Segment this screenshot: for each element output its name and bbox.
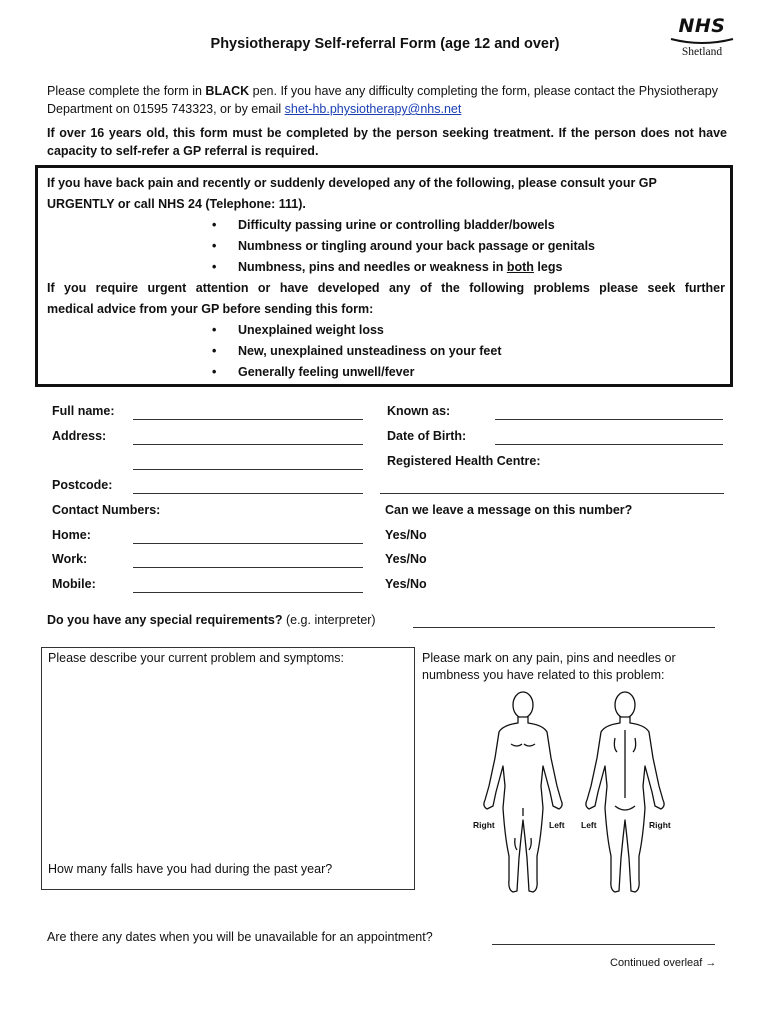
further-advice-line-2: medical advice from your GP before sending this form: [47,302,374,316]
back-left-label: Left [581,820,597,830]
special-requirements-question: Do you have any special requirements? (e.g. interpreter) [47,613,376,627]
urgent-bullet: • Numbness, pins and needles or weakness in both legs [212,260,563,274]
body-chart-instructions: Please mark on any pain, pins and needles or numbness you have related to this problem: [422,651,676,682]
work-phone-field[interactable] [133,567,363,568]
postcode-field[interactable] [133,493,363,494]
mobile-yes-no[interactable]: Yes/No [385,577,427,591]
work-phone-label: Work: [52,552,88,566]
back-body-figure-icon [586,692,664,892]
email-link[interactable]: shet-hb.physiotherapy@nhs.net [284,102,462,116]
advice-bullet: • Generally feeling unwell/fever [212,365,415,379]
body-chart[interactable] [465,688,687,900]
logo-text: NHS [678,15,726,37]
front-left-label: Left [549,820,565,830]
urgent-line-1: If you have back pain and recently or suddenly developed any of the following, please consult your GP [47,176,657,190]
form-title: Physiotherapy Self-referral Form (age 12 and over) [210,36,560,52]
mobile-phone-label: Mobile: [52,577,96,591]
address-label: Address: [52,429,107,443]
health-centre-label: Registered Health Centre: [387,454,541,468]
logo-swoosh-icon [669,36,735,46]
work-yes-no[interactable]: Yes/No [385,552,427,566]
known-as-label: Known as: [387,404,451,418]
problem-description-box[interactable] [41,647,415,890]
postcode-label: Postcode: [52,478,113,492]
nhs-shetland-logo [666,16,738,58]
home-yes-no[interactable]: Yes/No [385,528,427,542]
leave-message-label: Can we leave a message on this number? [385,503,633,517]
urgent-bullet: • Difficulty passing urine or controlling bladder/bowels [212,218,555,232]
home-phone-label: Home: [52,528,91,542]
continued-overleaf-note: Continued overleaf → [610,957,717,969]
known-as-field[interactable] [495,419,723,420]
front-body-figure-icon [484,692,562,892]
front-right-label: Right [473,820,495,830]
full-name-field[interactable] [133,419,363,420]
further-advice-line-1: If you require urgent attention or have developed any of the following problems please seek further [47,281,725,295]
address-field-line-1[interactable] [133,444,363,445]
dob-field[interactable] [495,444,723,445]
full-name-label: Full name: [52,404,115,418]
logo-subtext: Shetland [681,46,723,58]
contact-numbers-label: Contact Numbers: [52,503,161,517]
special-requirements-field[interactable] [413,627,715,628]
back-right-label: Right [649,820,671,830]
health-centre-field[interactable] [380,493,724,494]
advice-bullet: • Unexplained weight loss [212,323,384,337]
unavailable-dates-question: Are there any dates when you will be unavailable for an appointment? [47,930,433,944]
mobile-phone-field[interactable] [133,592,363,593]
advice-bullet: • New, unexplained unsteadiness on your feet [212,344,502,358]
intro-paragraph: Please complete the form in BLACK pen. If you have any difficulty completing the form, please contact the Physiotherapy Department on 01595 743323, or by email shet-hb.physiotherapy@nhs.net [47,84,718,116]
falls-question: How many falls have you had during the past year? [48,862,333,876]
unavailable-dates-field[interactable] [492,944,715,945]
home-phone-field[interactable] [133,543,363,544]
address-field-line-2[interactable] [133,469,363,470]
dob-label: Date of Birth: [387,429,467,443]
describe-problem-label: Please describe your current problem and symptoms: [48,651,344,665]
urgent-line-2: URGENTLY or call NHS 24 (Telephone: 111). [47,197,306,211]
capacity-note: If over 16 years old, this form must be completed by the person seeking treatment. If the person does not have capacity to self-refer a GP referral is required. [47,126,727,158]
urgent-warning-box [35,165,733,387]
urgent-bullet: • Numbness or tingling around your back passage or genitals [212,239,596,253]
